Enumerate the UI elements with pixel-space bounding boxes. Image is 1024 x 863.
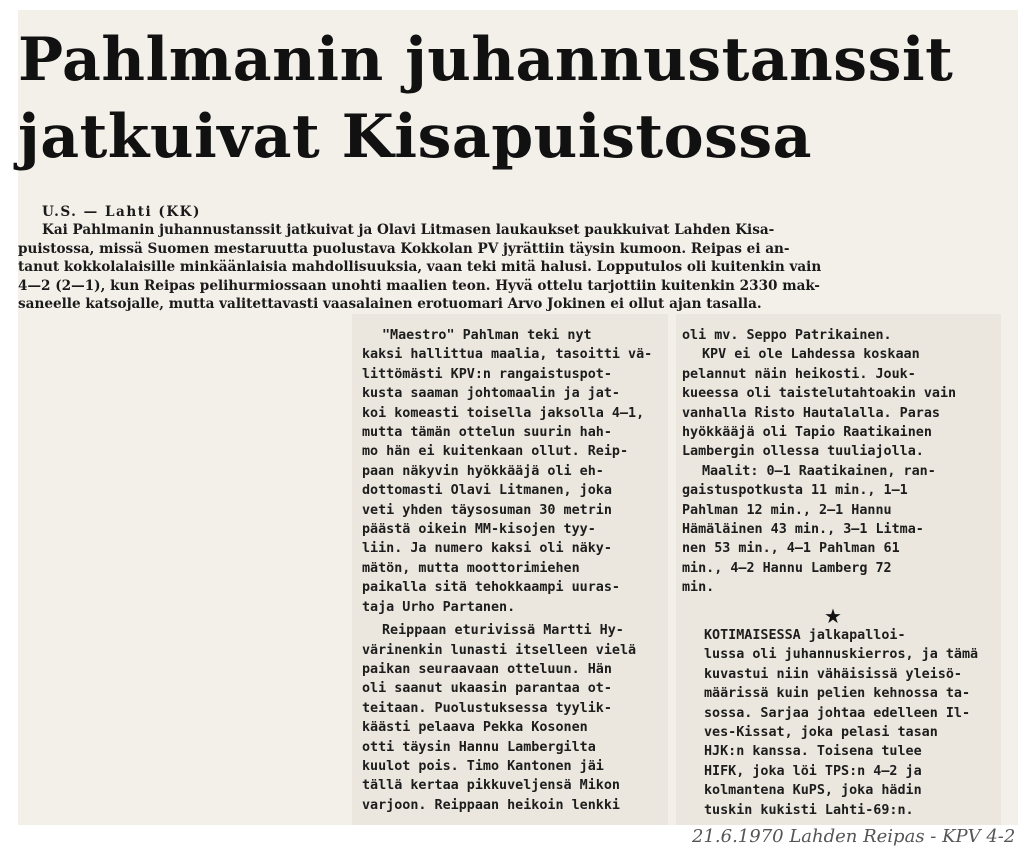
- body-line: mo hän ei kuitenkaan ollut. Reip-: [362, 444, 629, 460]
- body-line: min., 4—2 Hannu Lamberg 72: [682, 560, 892, 576]
- lead-line: tanut kokkolalaisille minkäänlaisia mahdollisuuksia, vaan teki mitä halusi. Lopputulos oli kuitenkin vain: [18, 259, 822, 276]
- column-left: [362, 326, 652, 815]
- body-line: pelannut näin heikosti. Jouk-: [682, 366, 916, 382]
- body-line: KPV ei ole Lahdessa koskaan: [702, 347, 920, 363]
- body-line: käästi pelaava Pekka Kosonen: [362, 720, 588, 736]
- lead-line: Kai Pahlmanin juhannustanssit jatkuivat ja Olavi Litmasen laukaukset paukkuivat Lahden Kisa-: [42, 222, 775, 239]
- body-line: veti yhden täysosuman 30 metrin: [362, 502, 612, 518]
- body-line: lussa oli juhannuskierros, ja tämä: [704, 647, 979, 663]
- body-line: kusta saaman johtomaalin ja jat-: [362, 386, 620, 402]
- body-line: taja Urho Partanen.: [362, 599, 516, 615]
- body-line: mutta tämän ottelun suurin hah-: [362, 425, 612, 441]
- body-line: teitaan. Puolustuksessa tyylik-: [362, 700, 612, 716]
- body-line: "Maestro" Pahlman teki nyt: [382, 328, 592, 343]
- body-line: kuulot pois. Timo Kantonen jäi: [362, 758, 604, 774]
- body-line: ves-Kissat, joka pelasi tasan: [704, 725, 938, 741]
- lead-line: 4—2 (2—1), kun Reipas pelihurmiossaan unohti maalien teon. Hyvä ottelu tarjottiin kuitenkin 2330 mak-: [18, 277, 820, 294]
- body-line: paan näkyvin hyökkääjä oli eh-: [362, 463, 604, 479]
- body-line: Maalit: 0—1 Raatikainen, ran-: [702, 463, 936, 479]
- column-right-bottom: [704, 626, 978, 820]
- body-line: värinenkin lunasti itselleen vielä: [362, 642, 637, 658]
- body-line: HIFK, joka löi TPS:n 4—2 ja: [704, 763, 922, 779]
- body-line: tällä kertaa pikkuveljensä Mikon: [362, 778, 620, 794]
- body-line: päästä oikein MM-kisojen tyy-: [362, 522, 596, 538]
- body-line: sossa. Sarjaa johtaa edelleen Il-: [704, 705, 971, 721]
- body-line: Pahlman 12 min., 2—1 Hannu: [682, 502, 892, 518]
- column-right-top: [682, 326, 956, 598]
- handwritten-annotation: 21.6.1970 Lahden Reipas - KPV 4-2: [692, 826, 1016, 847]
- body-line: hyökkääjä oli Tapio Raatikainen: [682, 425, 932, 441]
- body-line: tuskin kukisti Lahti-69:n.: [704, 802, 914, 818]
- star-separator-icon: ★: [824, 604, 842, 628]
- headline-line: jatkuivat Kisapuistossa: [18, 102, 813, 172]
- body-line: oli mv. Seppo Patrikainen.: [682, 328, 892, 343]
- body-line: Reippaan eturivissä Martti Hy-: [382, 623, 624, 639]
- body-line: paikan seuraavaan otteluun. Hän: [362, 661, 612, 677]
- body-line: nen 53 min., 4—1 Pahlman 61: [682, 541, 900, 557]
- body-line: liin. Ja numero kaksi oli näky-: [362, 541, 612, 557]
- lead-line: puistossa, missä Suomen mestaruutta puolustava Kokkolan PV jyrättiin täysin kumoon. Reipas ei an-: [18, 240, 790, 257]
- body-line: määrissä kuin pelien kehnossa ta-: [704, 686, 971, 702]
- body-line: koi komeasti toisella jaksolla 4—1,: [362, 405, 645, 421]
- body-line: gaistuspotkusta 11 min., 1—1: [682, 483, 908, 499]
- body-line: Hämäläinen 43 min., 3—1 Litma-: [682, 522, 924, 538]
- body-line: kueessa oli taistelutahtoakin vain: [682, 386, 957, 402]
- headline: [18, 22, 998, 176]
- body-line: min.: [682, 580, 715, 596]
- body-line: vanhalla Risto Hautalalla. Paras: [682, 405, 940, 421]
- body-line: KOTIMAISESSA jalkapalloi-: [704, 628, 906, 643]
- body-line: kolmantena KuPS, joka hädin: [704, 783, 922, 799]
- body-line: HJK:n kanssa. Toisena tulee: [704, 744, 922, 760]
- body-line: mätön, mutta moottorimiehen: [362, 560, 580, 576]
- body-line: varjoon. Reippaan heikoin lenkki: [362, 797, 620, 813]
- body-line: Lambergin ollessa tuuliajolla.: [682, 444, 924, 460]
- lead-line: saneelle katsojalle, mutta valitettavasti vaasalainen erotuomari Arvo Jokinen ei ollut ajan tasalla.: [18, 296, 762, 313]
- body-line: paikalla sitä tehokkaampi uuras-: [362, 580, 620, 596]
- headline-line: Pahlmanin juhannustanssit: [18, 25, 954, 95]
- body-line: dottomasti Olavi Litmanen, joka: [362, 483, 612, 499]
- body-line: kaksi hallittua maalia, tasoitti vä-: [362, 347, 653, 363]
- byline: U.S. — Lahti (KK): [42, 204, 201, 220]
- body-line: oli saanut ukaasin parantaa ot-: [362, 681, 612, 697]
- body-line: kuvastui niin vähäisissä yleisö-: [704, 666, 962, 682]
- body-line: otti täysin Hannu Lambergilta: [362, 739, 596, 755]
- body-line: littömästi KPV:n rangaistuspot-: [362, 366, 612, 382]
- lead-paragraph: [18, 203, 988, 313]
